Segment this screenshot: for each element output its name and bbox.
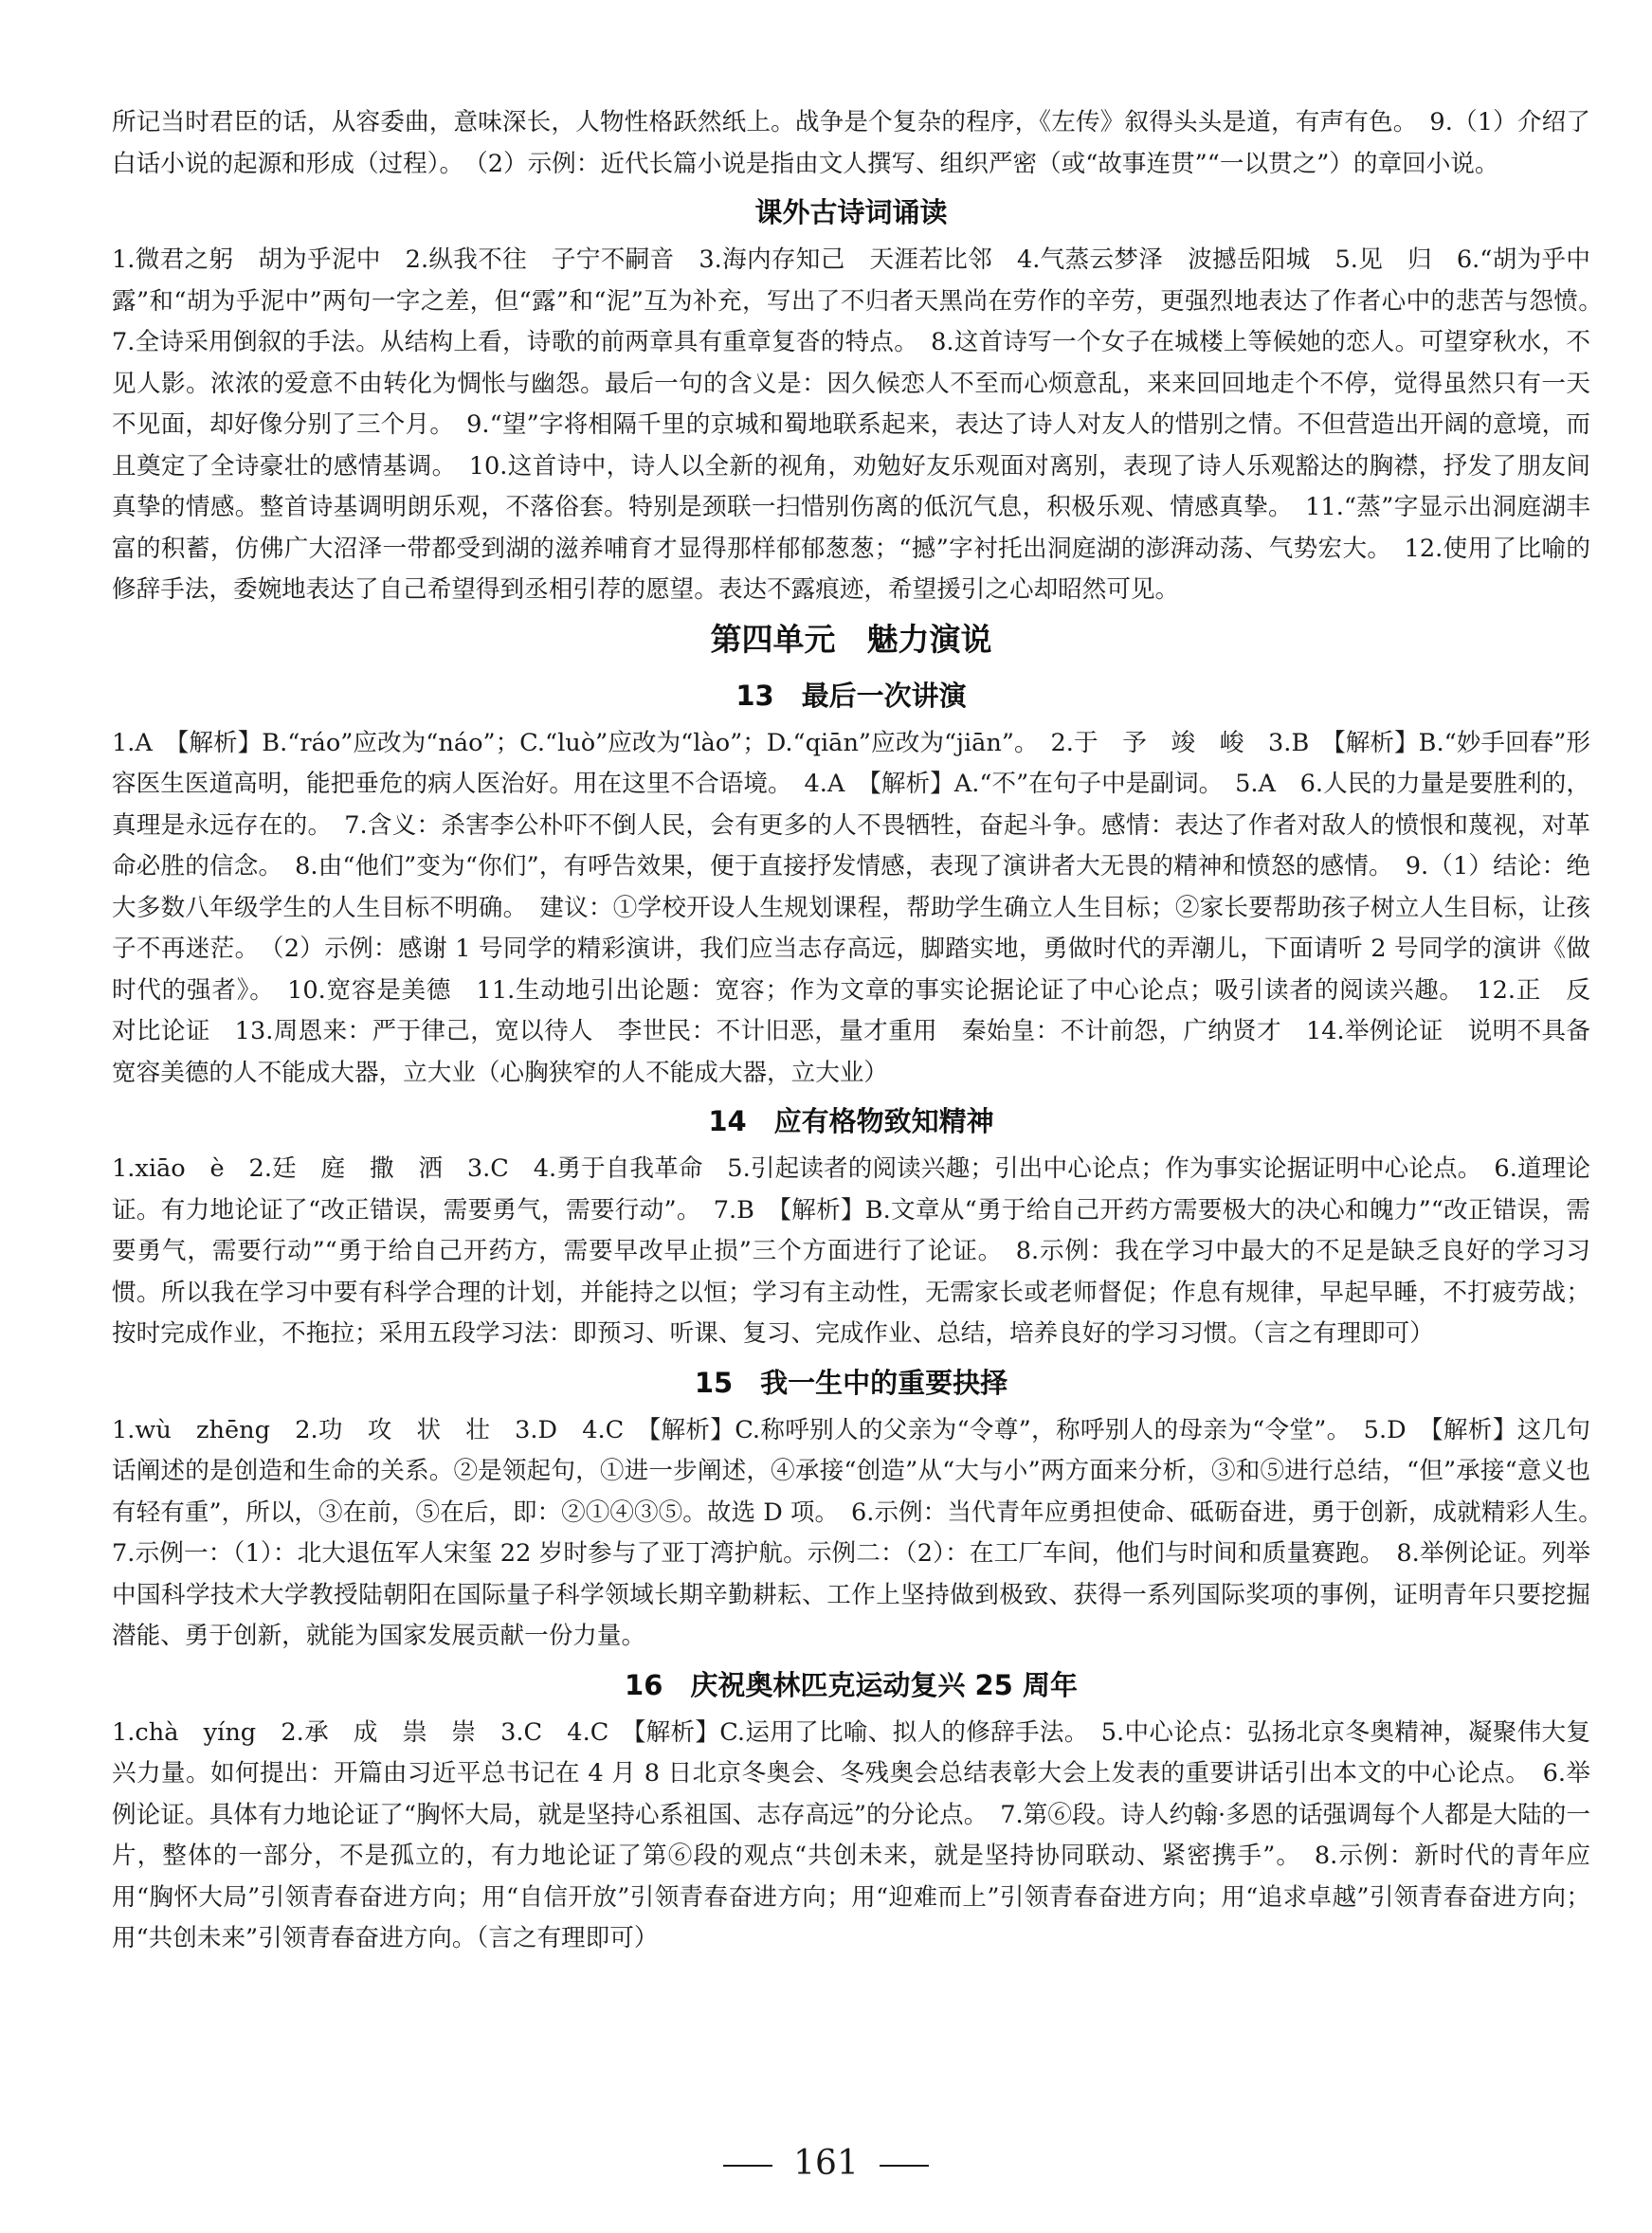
page-number: 161 xyxy=(793,2144,859,2183)
footer-dash-left xyxy=(723,2165,772,2167)
page-footer xyxy=(0,2144,1652,2183)
lesson-title-14: 14 应有格物致知精神 xyxy=(708,1105,994,1137)
answer-paragraph-poetry: 1.微君之躬 胡为乎泥中 2.纵我不往 子宁不嗣音 3.海内存知己 天涯若比邻 4.气蒸云梦泽 波撼岳阳城 5.见 归 6.“胡为乎中露”和“胡为乎泥中”两句一字之差，但“露”和“泥”互为补充，写出了不归者天黑尚在劳作的辛劳，更强烈地表达了作者心中的悲苦与怨愤。 7.全诗采用倒叙的手法。从结构上看，诗歌的前两章具有重章复沓的特点。 8.这首诗写一个女子在城楼上等候她的恋人。可望穿秋水，不见人影。浓浓的爱意不由转化为惆怅与幽怨。最后一句的含义是：因久候恋人不至而心烦意乱，来来回回地走个不停，觉得虽然只有一天不见面，却好像分别了三个月。 9.“望”字将相隔千里的京城和蜀地联系起来，表达了诗人对友人的惜别之情。不但营造出开阔的意境，而且奠定了全诗豪壮的感情基调。 10.这首诗中，诗人以全新的视角，劝勉好友乐观面对离别，表现了诗人乐观豁达的胸襟，抒发了朋友间真挚的情感。整首诗基调明朗乐观，不落俗套。特别是颈联一扫惜别伤离的低沉气息，积极乐观、情感真挚。 11.“蒸”字显示出洞庭湖丰富的积蓄，仿佛广大沼泽一带都受到湖的滋养哺育才显得那样郁郁葱葱；“撼”字衬托出洞庭湖的澎湃动荡、气势宏大。 12.使用了比喻的修辞手法，委婉地表达了自己希望得到丞相引荐的愿望。表达不露痕迹，希望援引之心却昭然可见。 xyxy=(112,245,1615,604)
answer-paragraph-13: 1.A 【解析】B.“ráo”应改为“náo”；C.“luò”应改为“lào”；D.“qiān”应改为“jiān”。 2.于 予 竣 峻 3.B 【解析】B.“妙手回春”形容医生医道高明，能把垂危的病人医治好。用在这里不合语境。 4.A 【解析】A.“不”在句子中是副词。 5.A 6.人民的力量是要胜利的，真理是永远存在的。 7.含义：杀害李公朴吓不倒人民，会有更多的人不畏牺牲，奋起斗争。感情：表达了作者对敌人的愤恨和蔑视，对革命必胜的信念。 8.由“他们”变为“你们”，有呼告效果，便于直接抒发情感，表现了演讲者大无畏的精神和愤怒的感情。 9.（1）结论：绝大多数八年级学生的人生目标不明确。 建议：①学校开设人生规划课程，帮助学生确立人生目标；②家长要帮助孩子树立人生目标，让孩子不再迷茫。 （2）示例：感谢 1 号同学的精彩演讲，我们应当志存高远，脚踏实地，勇做时代的弄潮儿，下面请听 2 号同学的演讲《做时代的强者》。 10.宽容是美德 11.生动地引出论题：宽容；作为文章的事实论据论证了中心论点；吸引读者的阅读兴趣。 12.正 反 对比论证 13.周恩来：严于律己，宽以待人 李世民：不计旧恶，量才重用 秦始皇：不计前怨，广纳贤才 14.举例论证 说明不具备宽容美德的人不能成大器，立大业（心胸狭窄的人不能成大器，立大业） xyxy=(112,728,1615,1087)
unit-title: 第四单元 魅力演说 xyxy=(710,620,992,658)
answer-page xyxy=(112,102,1615,1960)
footer-dash-right xyxy=(880,2165,929,2167)
answer-paragraph-intro: 所记当时君臣的话，从容委曲，意味深长，人物性格跃然纸上。战争是个复杂的程序，《左传》叙得头头是道，有声有色。 9.（1）介绍了白话小说的起源和形成（过程）。 （2）示例：近代长篇小说是指由文人撰写、组织严密（或“故事连贯”“一以贯之”）的章回小说。 xyxy=(112,108,1590,178)
lesson-title-16: 16 庆祝奥林匹克运动复兴 25 周年 xyxy=(625,1668,1078,1701)
lesson-title-15: 15 我一生中的重要抉择 xyxy=(694,1366,1008,1399)
lesson-title-13: 13 最后一次讲演 xyxy=(735,679,967,712)
answer-paragraph-15: 1.wù zhēng 2.功 攻 状 壮 3.D 4.C 【解析】C.称呼别人的父亲为“令尊”，称呼别人的母亲为“令堂”。 5.D 【解析】这几句话阐述的是创造和生命的关系。②是领起句，①进一步阐述，④承接“创造”从“大与小”两方面来分析，③和⑤进行总结，“但”承接“意义也有轻有重”，所以，③在前，⑤在后，即：②①④③⑤。故选 D 项。 6.示例：当代青年应勇担使命、砥砺奋进，勇于创新，成就精彩人生。 7.示例一：（1）：北大退伍军人宋玺 22 岁时参与了亚丁湾护航。示例二：（2）：在工厂车间，他们与时间和质量赛跑。 8.举例论证。列举中国科学技术大学教授陆朝阳在国际量子科学领域长期辛勤耕耘、工作上坚持做到极致、获得一系列国际奖项的事例，证明青年只要挖掘潜能、勇于创新，就能为国家发展贡献一份力量。 xyxy=(112,1415,1615,1650)
answer-paragraph-16: 1.chà yíng 2.承 成 祟 崇 3.C 4.C 【解析】C.运用了比喻、拟人的修辞手法。 5.中心论点：弘扬北京冬奥精神，凝聚伟大复兴力量。如何提出：开篇由习近平总书记在 4 月 8 日北京冬奥会、冬残奥会总结表彰大会上发表的重要讲话引出本文的中心论点。 6.举例论证。具体有力地论证了“胸怀大局，就是坚持心系祖国、志存高远”的分论点。 7.第⑥段。诗人约翰·多恩的话强调每个人都是大陆的一片，整体的一部分，不是孤立的，有力地论证了第⑥段的观点“共创未来，就是坚持协同联动、紧密携手”。 8.示例：新时代的青年应用“胸怀大局”引领青春奋进方向；用“自信开放”引领青春奋进方向；用“迎难而上”引领青春奋进方向；用“追求卓越”引领青春奋进方向；用“共创未来”引领青春奋进方向。（言之有理即可） xyxy=(112,1717,1590,1952)
answer-paragraph-14: 1.xiāo è 2.廷 庭 撒 洒 3.C 4.勇于自我革命 5.引起读者的阅读兴趣；引出中心论点；作为事实论据证明中心论点。 6.道理论证。有力地论证了“改正错误，需要勇气，需要行动”。 7.B 【解析】B.文章从“勇于给自己开药方需要极大的决心和魄力”“改正错误，需要勇气，需要行动”“勇于给自己开药方，需要早改早止损”三个方面进行了论证。 8.示例：我在学习中最大的不足是缺乏良好的学习习惯。所以我在学习中要有科学合理的计划，并能持之以恒；学习有主动性，无需家长或老师督促；作息有规律，早起早睡，不打疲劳战；按时完成作业，不拖拉；采用五段学习法：即预习、听课、复习、完成作业、总结，培养良好的学习习惯。（言之有理即可） xyxy=(112,1154,1590,1348)
section-title-poetry: 课外古诗词诵读 xyxy=(754,196,948,228)
